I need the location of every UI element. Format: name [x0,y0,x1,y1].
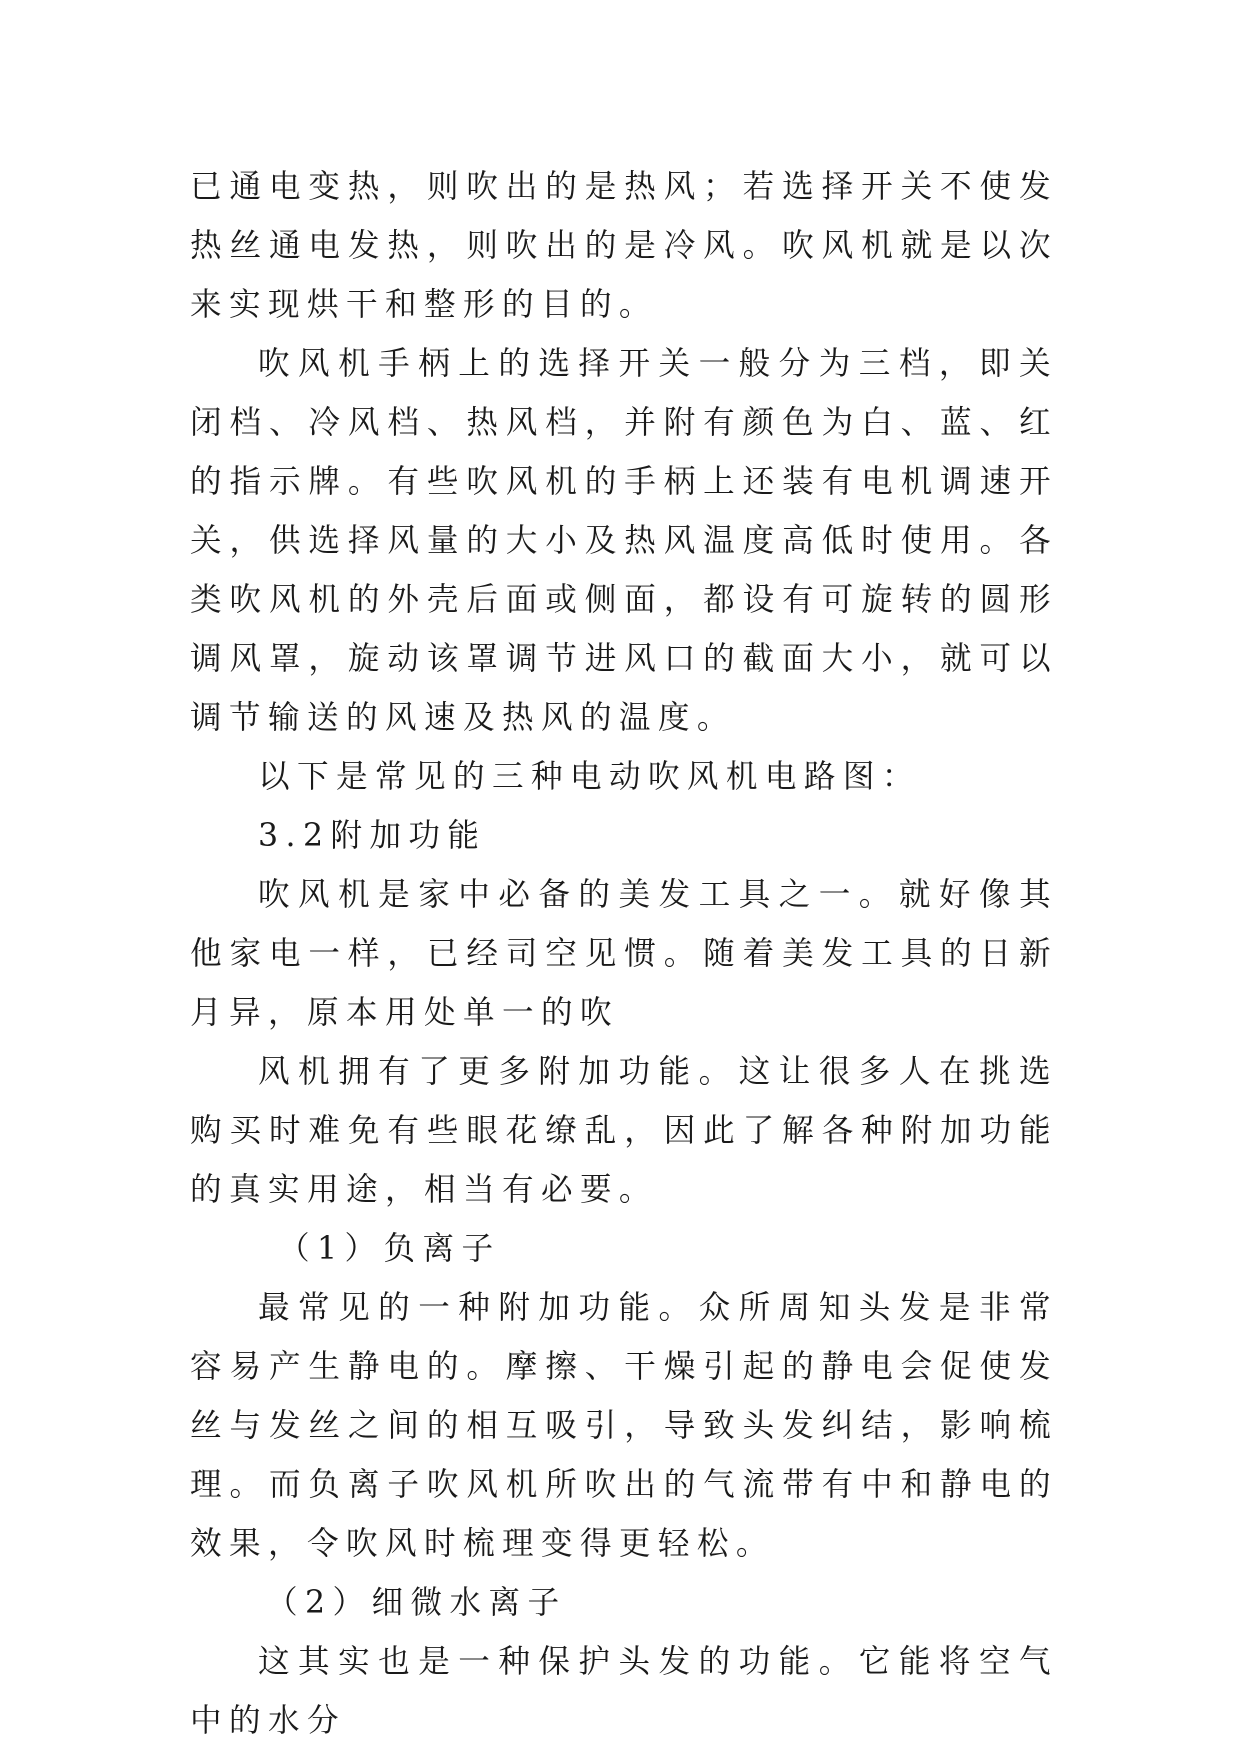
paragraph-continuation: 已通电变热，则吹出的是热风；若选择开关不使发热丝通电发热，则吹出的是冷风。吹风机就是以次来实现烘干和整形的目的。 [190,169,1058,323]
paragraph-hairdryer-intro: 吹风机是家中必备的美发工具之一。就好像其他家电一样，已经司空见惯。随着美发工具的日新月异，原本用处单一的吹 [190,877,1058,1031]
subheading-water-ion: （2）细微水离子 [266,1585,567,1621]
section-heading: 3.2附加功能 [258,818,487,854]
paragraph-negative-ion: 最常见的一种附加功能。众所周知头发是非常容易产生静电的。摩擦、干燥引起的静电会促使发丝与发丝之间的相互吸引，导致头发纠结，影响梳理。而负离子吹风机所吹出的气流带有中和静电的效果，令吹风时梳理变得更轻松。 [190,1290,1058,1562]
paragraph-circuit-intro: 以下是常见的三种电动吹风机电路图： [258,759,921,795]
paragraph-extra-functions: 风机拥有了更多附加功能。这让很多人在挑选购买时难免有些眼花缭乱，因此了解各种附加功能的真实用途，相当有必要。 [190,1054,1058,1208]
paragraph-switch-settings: 吹风机手柄上的选择开关一般分为三档，即关闭档、冷风档、热风档，并附有颜色为白、蓝、红的指示牌。有些吹风机的手柄上还装有电机调速开关，供选择风量的大小及热风温度高低时使用。各类吹风机的外壳后面或侧面，都设有可旋转的圆形调风罩，旋动该罩调节进风口的截面大小，就可以调节输送的风速及热风的温度。 [190,346,1058,736]
document-body [190,158,1058,1751]
subheading-negative-ion: （1）负离子 [278,1231,501,1267]
paragraph-water-ion: 这其实也是一种保护头发的功能。它能将空气中的水分 [190,1644,1058,1739]
